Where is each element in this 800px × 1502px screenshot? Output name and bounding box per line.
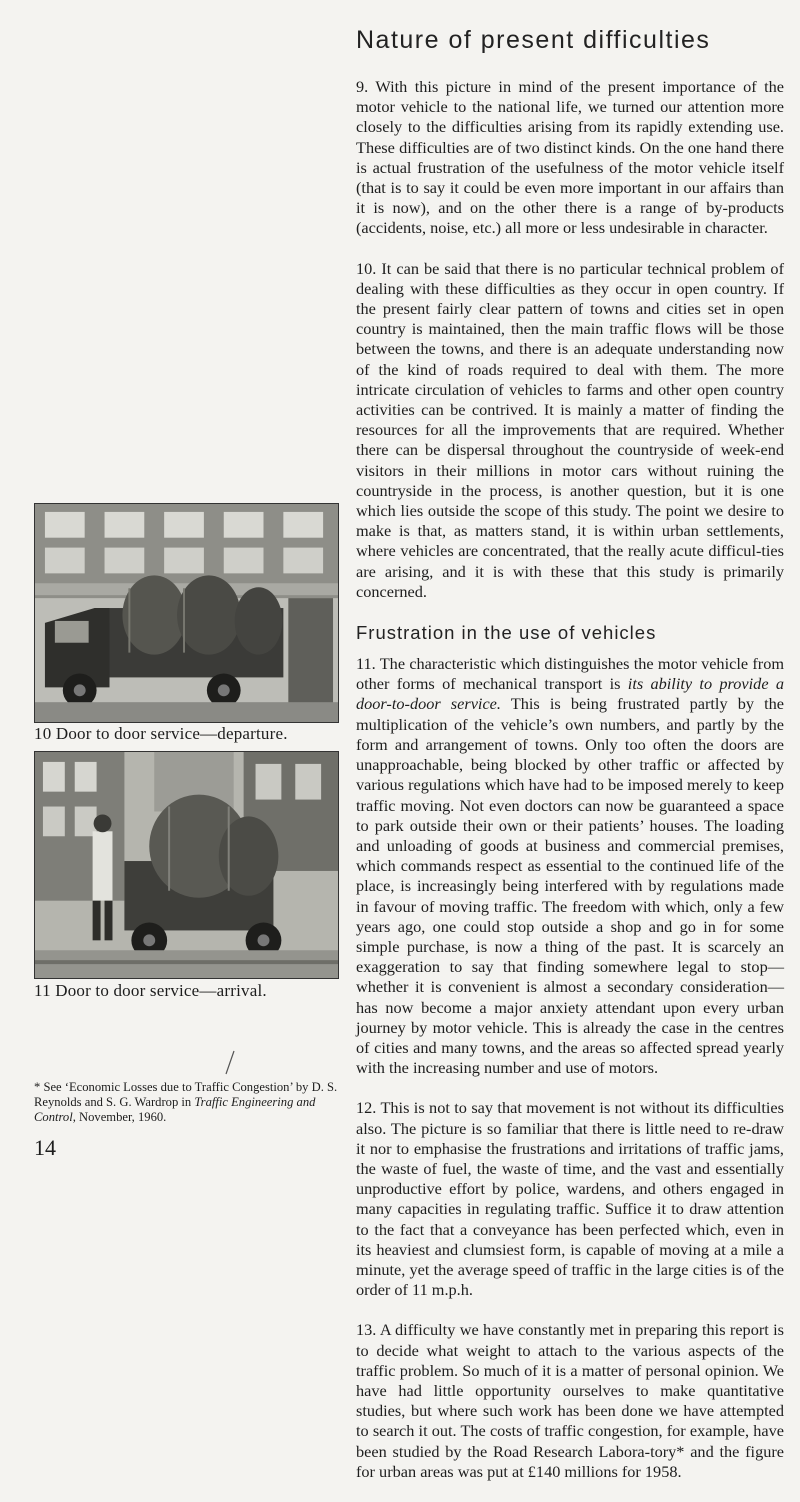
pencil-mark-icon (222, 1050, 236, 1076)
paragraph-10: 10. It can be said that there is no particular technical problem of dealing with these difficulties as they occur in open country. If the present fairly clear pattern of towns and cities set in open country is maintained, then the main traffic flows will be those between the towns, and there is an adequate understanding now of the kind of roads required to deal with them. The more intricate circulation of vehicles to farms and other open country activities can be contrived. It is mainly a matter of finding the resources for all the improvements that are required. Whether there can be dispersal throughout the countryside of week-end visitors in their millions in motor cars without ruining the countryside in the process, is another question, but it is one which lies outside the scope of this study. The point we desire to make is that, as matters stand, it is within urban settlements, where vehicles are concentrated, that the really acute difficul-ties are arising, and it is with these that this study is primarily concerned. (356, 258, 784, 601)
paragraph-12: 12. This is not to say that movement is not without its difficulties also. The picture is so familiar that there is little need to re-draw it nor to emphasise the frustrations and irritations of traffic jams, the waste of fuel, the waste of time, and the vast and essentially unproductive effort by police, wardens, and others engaged in many capacities in regulating traffic. Suffice it to draw attention to the fact that a conveyance has been perfected which, even in its heaviest and clumsiest form, is capable of moving at a mile a minute, yet the average speed of traffic in the large cities is of the order of 11 m.p.h. (356, 1098, 784, 1300)
footnote (34, 1080, 346, 1125)
left-column (34, 0, 339, 1176)
paragraph-11 (356, 654, 784, 1078)
paragraph-11-end: This is being frustrated partly by the multiplication of the vehicle’s own numbers, and partly by the form and arrangement of towns. Only too often the doors are unapproachable, being blocked by other traffic or affected by various regulations which have had to be imposed merely to keep traffic moving. Not even doctors can now be guaranteed a space to park outside their own or their patients’ houses. The loading and unloading of goods at business and commercial premises, which commands respect as essential to the continued life of the place, is increasingly being interfered with by regulations made in favour of moving traffic. The freedom with which, only a few years ago, one could stop outside a shop and go in for some simple purchase, is now a thing of the past. It is scarcely an exaggeration to say that finding somewhere legal to stop—whether it is convenient is almost a secondary consideration—has now become a major anxiety attendant upon every urban journey by motor vehicle. This is already the case in the centres of cities and many towns, and the areas so affected spread yearly with the increasing number and use of motors. (356, 694, 784, 1078)
photo-arrival-lorry-unloading (34, 751, 339, 979)
footnote-journal: Traffic Engineering and Control (34, 1095, 316, 1124)
paragraph-11-emphasis: its ability to provide a door-to-door service. (356, 674, 785, 714)
paragraph-11-start: 11. The characteristic which distinguishes the motor vehicle from other forms of mechanical transport is (356, 654, 784, 694)
figure-10-caption: 10 Door to door service—departure. (34, 724, 288, 743)
page-number: 14 (34, 1135, 56, 1160)
paragraph-9: 9. With this picture in mind of the present importance of the motor vehicle to the national life, we turned our attention more closely to the difficulties arising from its rapidly extending use. These difficulties are of two distinct kinds. On the one hand there is actual frustration of the usefulness of the motor vehicle itself (that is to say it could be even more important in our affairs than it is now), and on the other there is a range of by-products (accidents, noise, etc.) all more or less undesirable in character. (356, 77, 784, 238)
paragraph-13: 13. A difficulty we have constantly met in preparing this report is to decide what weight to attach to the various aspects of the traffic problem. So much of it is a matter of personal opinion. We have had little opportunity ourselves to make quantitative studies, but where such work has been done we have attempted to search it out. The costs of traffic congestion, for example, have been studied by the Road Research Labora-tory* and the figure for urban areas was put at £140 millions for 1958. (356, 1320, 784, 1481)
figure-11-caption: 11 Door to door service—arrival. (34, 981, 267, 1000)
photo-arrival-image (35, 752, 338, 978)
photo-departure-lorry-with-barrels (34, 503, 339, 723)
section-heading-frustration: Frustration in the use of vehicles (356, 622, 657, 644)
footnote-lead: * See ‘Economic Losses due to Traffic Congestion’ by D. S. Reynolds and S. G. Wardrop in (34, 1080, 338, 1109)
photo-departure-image (35, 504, 338, 722)
footnote-tail: , November, 1960. (72, 1110, 167, 1124)
page-title: Nature of present difficulties (356, 26, 711, 54)
right-column (356, 26, 784, 1502)
